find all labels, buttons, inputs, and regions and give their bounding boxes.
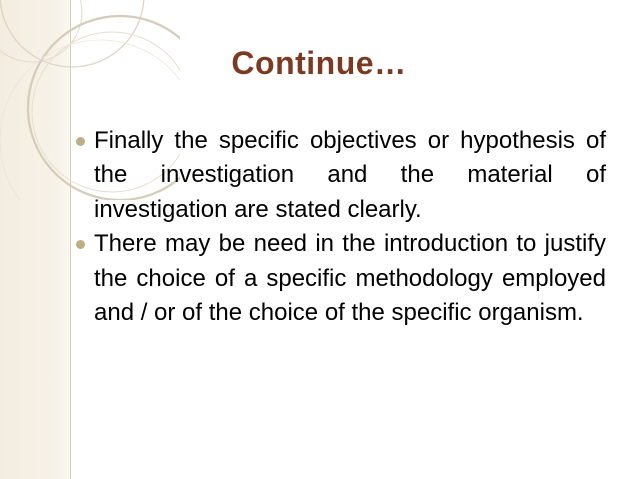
bullet-item <box>76 227 606 330</box>
slide-title: Continue… <box>231 45 407 81</box>
bullet-text: Finally the specific objectives or hypothesis of the investigation and the material of investigation are stated clearly. <box>94 127 606 223</box>
bullet-dot-icon <box>76 240 85 249</box>
bullet-list <box>76 124 606 330</box>
bullet-dot-icon <box>76 137 85 146</box>
bullet-item <box>76 124 606 227</box>
bullet-text: There may be need in the introduction to justify the choice of a specific methodology employed and / or of the choice of the specific organism. <box>94 230 606 327</box>
